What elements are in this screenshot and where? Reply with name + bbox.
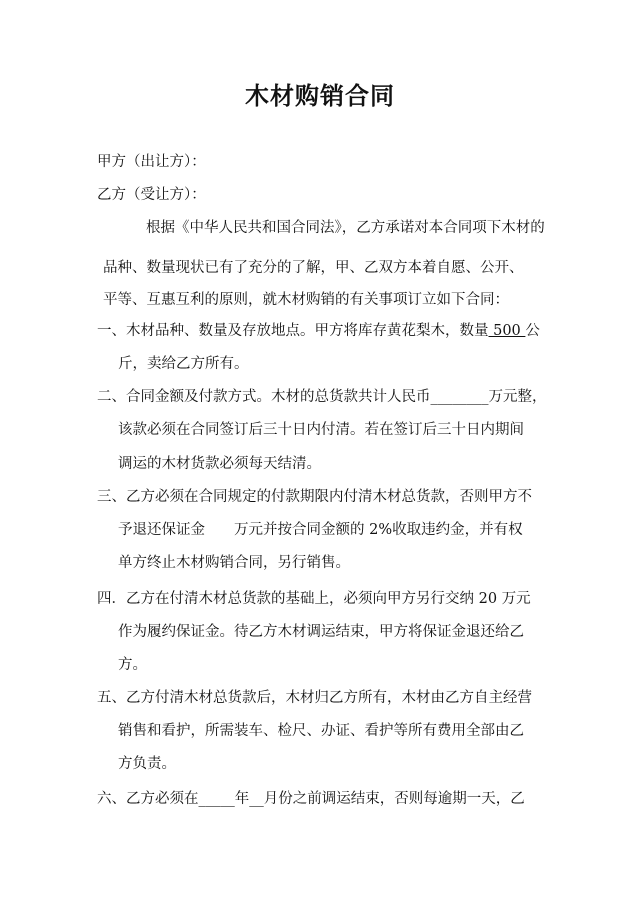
clause-6-rest: 月份之前调运结束，否则每逾期一天，乙 bbox=[263, 791, 525, 807]
document-title: 木材购销合同 bbox=[245, 82, 395, 110]
clause-5-line-1: 五、乙方付清木材总货款后，木材归乙方所有，木材由乙方自主经营 bbox=[97, 690, 532, 706]
clause-4-line-2: 作为履约保证金。待乙方木材调运结束，甲方将保证金退还给乙 bbox=[118, 624, 524, 640]
month-blank: __ bbox=[249, 791, 264, 807]
year-blank: _____ bbox=[198, 791, 235, 807]
quantity-value: 500 bbox=[488, 323, 526, 339]
clause-1-line-1 bbox=[97, 321, 540, 341]
clause-2-line-1 bbox=[97, 387, 547, 407]
clause-4-line-1: 四．乙方在付清木材总货款的基础上，必须向甲方另行交纳 20 万元 bbox=[97, 591, 531, 607]
preamble-line-1: 根据《中华人民共和国合同法》，乙方承诺对本合同项下木材的 bbox=[146, 220, 545, 236]
year-label: 年 bbox=[234, 791, 250, 807]
clause-3-line-3: 单方终止木材购销合同，另行销售。 bbox=[118, 555, 350, 571]
party-b-label: 乙方（受让方）： bbox=[97, 187, 206, 203]
clause-5-line-2: 销售和看护，所需装车、检尺、办证、看护等所有费用全部由乙 bbox=[118, 723, 524, 739]
clause-1-text: 一、木材品种、数量及存放地点。甲方将库存黄花梨木，数量 bbox=[97, 323, 489, 339]
clause-2-line-2: 该款必须在合同签订后三十日内付清。若在签订后三十日内期间 bbox=[118, 422, 524, 438]
clause-2-text: 二、合同金额及付款方式。木材的总货款共计人民币 bbox=[97, 389, 431, 405]
clause-2-line-3: 调运的木材货款必须每天结清。 bbox=[118, 456, 321, 472]
clause-4-line-3: 方。 bbox=[118, 657, 147, 673]
preamble-line-3: 平等、互惠互利的原则，就木材购销的有关事项订立如下合同： bbox=[103, 292, 509, 308]
clause-3-line-1: 三、乙方必须在合同规定的付款期限内付清木材总货款，否则甲方不 bbox=[97, 489, 532, 505]
clause-3-line-2: 予退还保证金 万元并按合同金额的 2%收取违约金，并有权 bbox=[118, 522, 523, 538]
amount-blank: ________ bbox=[430, 389, 489, 405]
clause-6-line-1 bbox=[97, 789, 525, 809]
clause-6-text: 六、乙方必须在 bbox=[97, 791, 199, 807]
clause-1-unit: 公 bbox=[525, 323, 540, 339]
clause-5-line-3: 方负责。 bbox=[118, 756, 176, 772]
party-a-label: 甲方（出让方）： bbox=[97, 154, 206, 170]
clause-1-line-2: 斤，卖给乙方所有。 bbox=[118, 356, 249, 372]
preamble-line-2: 品种、数量现状已有了充分的了解，甲、乙双方本着自愿、公开、 bbox=[103, 260, 524, 276]
clause-2-unit: 万元整， bbox=[488, 389, 547, 405]
